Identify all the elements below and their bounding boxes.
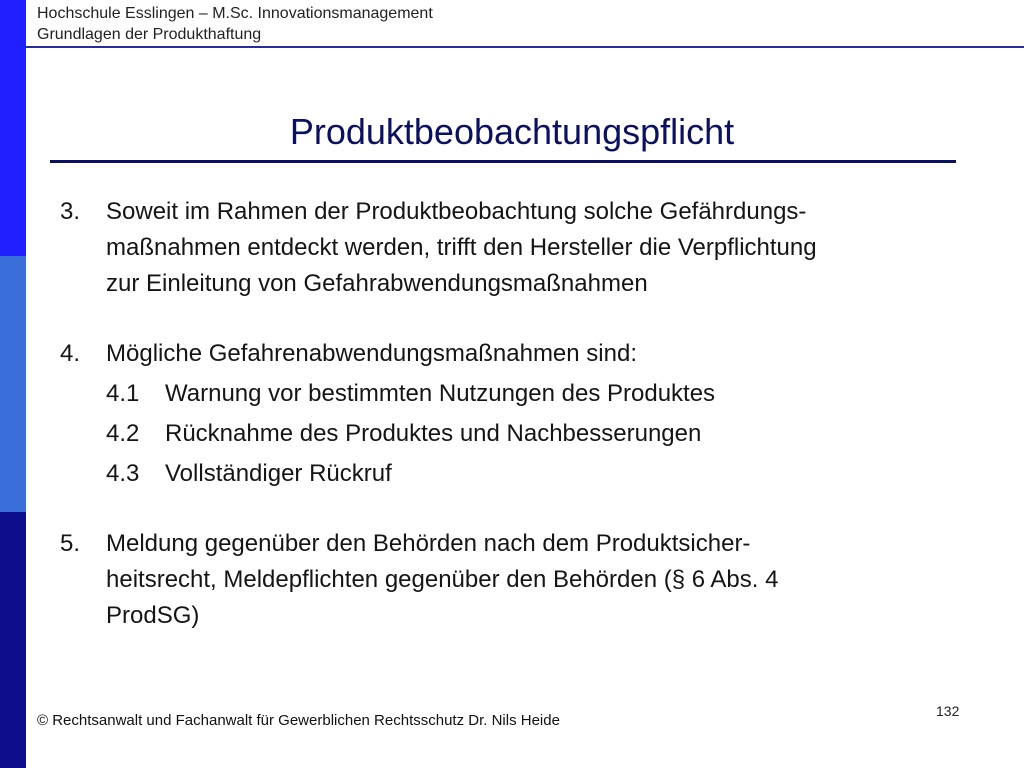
item-number: 5. <box>60 530 81 557</box>
accent-bar-bottom <box>0 512 26 768</box>
item-number: 3. <box>60 198 81 225</box>
item-line: Meldung gegenüber den Behörden nach dem Produktsicher- <box>106 530 751 557</box>
item-text <box>106 336 960 372</box>
header-course: Grundlagen der Produkthaftung <box>37 26 262 43</box>
sub-item-number: 4.3 <box>106 460 140 487</box>
list-item <box>60 336 960 372</box>
slide-content <box>60 194 960 634</box>
list-item <box>60 526 960 634</box>
sub-item <box>106 456 960 492</box>
sub-item-text: Rücknahme des Produktes und Nachbesserungen <box>165 420 702 447</box>
sub-item-number: 4.1 <box>106 380 140 407</box>
list-item <box>60 194 960 302</box>
footer-copyright: © Rechtsanwalt und Fachanwalt für Gewerblichen Rechtsschutz Dr. Nils Heide <box>37 712 560 729</box>
item-line: Soweit im Rahmen der Produktbeobachtung solche Gefährdungs- <box>106 198 807 225</box>
item-line: Mögliche Gefahrenabwendungsmaßnahmen sind: <box>106 340 637 367</box>
sub-item-text: Vollständiger Rückruf <box>165 460 392 487</box>
page-number: 132 <box>936 703 960 719</box>
sub-item-text: Warnung vor bestimmten Nutzungen des Produktes <box>165 380 716 407</box>
item-line: ProdSG) <box>106 602 200 629</box>
item-line: maßnahmen entdeckt werden, trifft den Hersteller die Verpflichtung <box>106 234 817 261</box>
header-institution: Hochschule Esslingen – M.Sc. Innovationsmanagement <box>37 5 433 22</box>
header-divider <box>26 46 1024 48</box>
sub-item <box>106 376 960 412</box>
item-line: zur Einleitung von Gefahrabwendungsmaßnahmen <box>106 270 648 297</box>
item-line: heitsrecht, Meldepflichten gegenüber den Behörden (§ 6 Abs. 4 <box>106 566 779 593</box>
title-underline <box>50 160 956 163</box>
item-text <box>106 526 960 634</box>
sub-item-number: 4.2 <box>106 420 140 447</box>
sub-item <box>106 416 960 452</box>
slide-title: Produktbeobachtungspflicht <box>289 111 735 152</box>
accent-bar-middle <box>0 256 26 512</box>
slide-header <box>37 3 433 45</box>
item-number: 4. <box>60 340 81 367</box>
item-text <box>106 194 960 302</box>
